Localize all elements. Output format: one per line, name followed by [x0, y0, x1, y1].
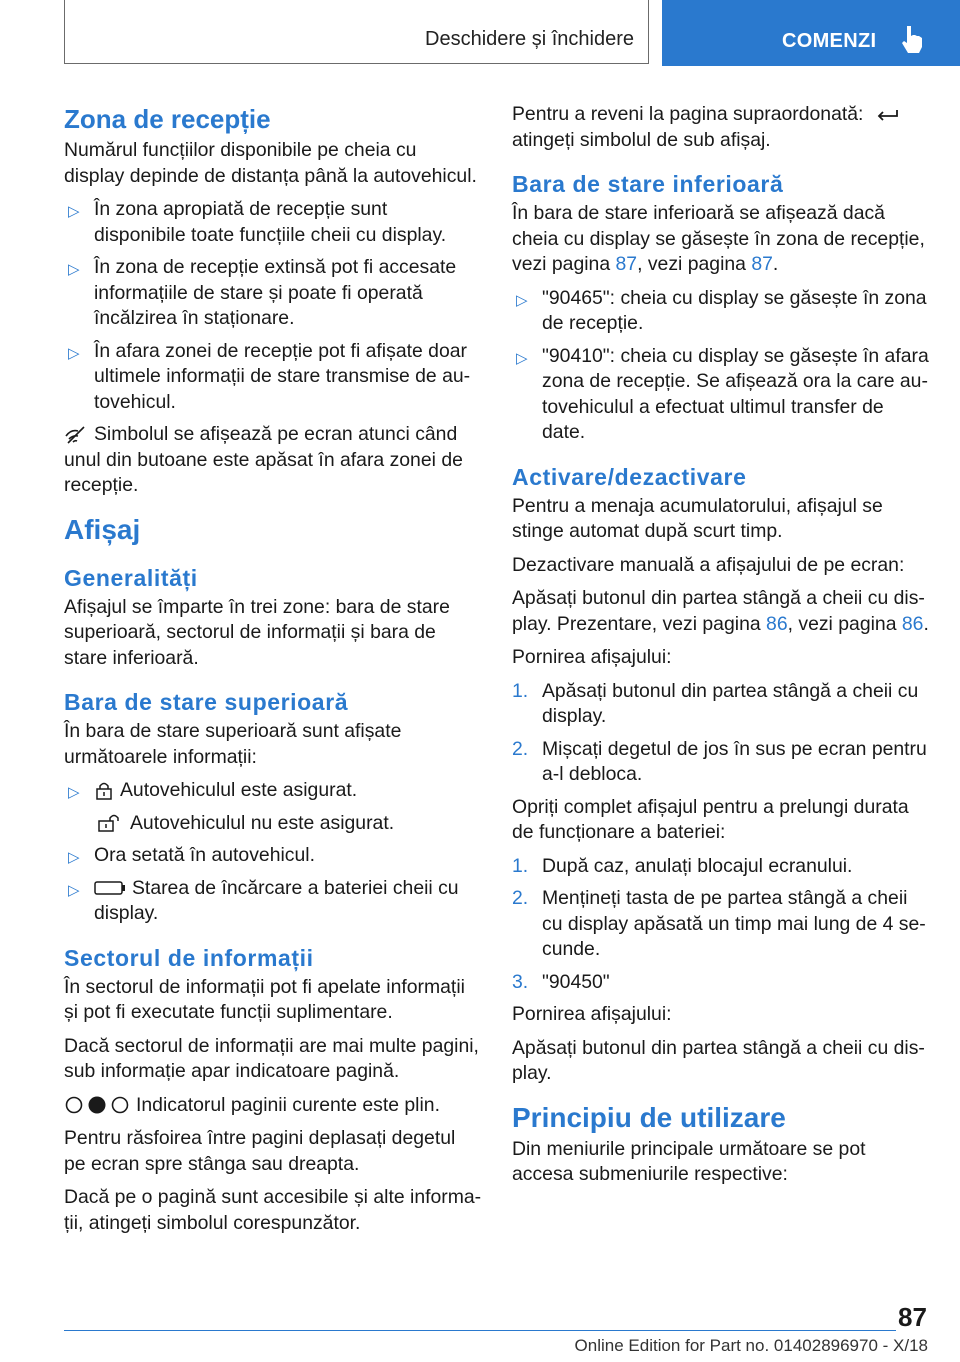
paragraph: Dacă sectorul de informații are mai multe pagini, sub informație apar indicatoare pagină. [64, 1034, 479, 1082]
list-item-text: În zona de recepție extinsă pot fi accesate informațiile de stare și poate fi operată încălzirea în staționare. [94, 256, 457, 329]
list-item [512, 286, 930, 337]
triangle-bullet-icon: ▷ [68, 784, 80, 801]
numbered-item [512, 737, 930, 788]
list-item [64, 197, 482, 248]
list-item-text: Starea de încărcare a bateriei cheii cu display. [94, 876, 459, 924]
heading-bara-superioara: Bara de stare superioară [64, 689, 349, 715]
paragraph: Dacă pe o pagină sunt accesibile și alte informații, atingeți simbolul corespunzător. [64, 1186, 482, 1234]
paragraph: Dezactivare manuală a afișajului de pe ecran: [512, 553, 905, 576]
step-text: Mișcați degetul de jos în sus pe ecran pentru a-l debloca. [542, 737, 927, 785]
step-text: Apăsați butonul din partea stângă a cheii cu display. [542, 679, 919, 727]
numbered-item [512, 679, 930, 730]
triangle-bullet-icon: ▷ [68, 203, 80, 220]
list-item [64, 843, 482, 869]
triangle-bullet-icon: ▷ [68, 261, 80, 278]
paragraph [512, 586, 930, 637]
step-number: 1. [512, 679, 529, 702]
list-item-text: "90465": cheia cu display se găsește în zona de recepție. [542, 286, 927, 334]
numbered-item [512, 854, 930, 880]
step-number: 2. [512, 737, 529, 760]
paragraph-text: . [923, 612, 929, 635]
edition-text: Online Edition for Part no. 01402896970 - X/18 [574, 1336, 928, 1355]
list-item-text: Ora setată în autovehicul. [94, 844, 315, 866]
step-number: 2. [512, 887, 529, 909]
list-item [64, 339, 482, 416]
right-column [512, 102, 930, 1196]
chapter-tab-label: COMENZI [782, 30, 877, 52]
section-title: Deschidere și închidere [425, 28, 634, 50]
step-text: După caz, anulați blocajul ecranului. [542, 854, 853, 877]
page-header [0, 0, 960, 66]
list-item-text: Autovehiculul nu este asigurat. [130, 811, 395, 834]
paragraph: Afișajul se împarte în trei zone: bara de stare superioară, sectorul de informații și bara de stare inferioară. [64, 595, 450, 669]
hand-pointer-icon [898, 24, 924, 54]
paragraph-text: , vezi pagina [787, 612, 902, 635]
triangle-bullet-icon: ▷ [516, 349, 528, 367]
step-text: "90450" [542, 970, 610, 993]
page-indicator-dots-icon [64, 1095, 130, 1115]
paragraph [64, 422, 482, 499]
paragraph: În bara de stare superioară sunt afișate următoarele informații: [64, 720, 402, 768]
no-signal-icon [64, 426, 88, 444]
paragraph-text: . [772, 253, 779, 275]
page-link[interactable]: 86 [901, 612, 924, 635]
triangle-bullet-icon: ▷ [68, 849, 80, 866]
paragraph-text: atingeți simbolul de sub afișaj. [512, 128, 771, 151]
paragraph: Pentru răsfoirea între pagini deplasați degetul pe ecran spre stânga sau dreapta. [64, 1127, 456, 1175]
page-link[interactable]: 86 [766, 612, 788, 635]
lock-closed-icon [94, 781, 114, 801]
paragraph-text: Apăsați butonul din partea stângă a cheii cu display. Prezentare, vezi pagina [512, 587, 925, 635]
list-item [64, 811, 482, 837]
triangle-bullet-icon: ▷ [516, 291, 528, 309]
step-text: Mențineți tasta de pe partea stângă a cheii cu display apăsată un timp mai lung de 4 secunde. [542, 887, 926, 960]
triangle-bullet-icon: ▷ [68, 344, 80, 362]
step-number: 3. [512, 970, 529, 993]
page-link[interactable]: 87 [615, 253, 638, 275]
return-arrow-icon [875, 106, 901, 124]
section-box [64, 0, 649, 64]
paragraph: Opriți complet afișajul pentru a prelungi durata de funcționare a bateriei: [512, 795, 909, 843]
paragraph: Din meniurile principale următoare se pot accesa submeniurile respective: [512, 1137, 866, 1185]
paragraph-text: Pentru a reveni la pagina supraordonată: [512, 103, 864, 125]
footer-divider [64, 1330, 896, 1331]
paragraph: Pornirea afișajului: [512, 1003, 672, 1025]
paragraph: Numărul funcțiilor disponibile pe cheia cu display depinde de distanța până la autovehicul. [64, 139, 477, 187]
paragraph: Pentru a menaja acumulatorului, afișajul se stinge automat după scurt timp. [512, 494, 883, 542]
paragraph-text: Indicatorul paginii curente este plin. [136, 1093, 440, 1116]
paragraph-text: Simbolul se afișează pe ecran atunci când unul din butoane este apăsat în afara zonei de recepție. [64, 423, 463, 496]
chapter-tab [662, 0, 960, 66]
paragraph: Apăsați butonul din partea stângă a cheii cu display. [512, 1036, 925, 1084]
list-item-text: Autovehiculul este asigurat. [120, 779, 358, 801]
list-item-text: În zona apropiată de recepție sunt disponibile toate funcțiile cheii cu display. [94, 198, 447, 246]
heading-activare: Activare/dezactivare [512, 463, 747, 490]
step-number: 1. [512, 854, 529, 877]
paragraph: Pornirea afișajului: [512, 646, 672, 668]
heading-afisaj: Afișaj [64, 513, 141, 545]
heading-principiu: Principiu de utilizare [512, 1101, 786, 1133]
paragraph [64, 1093, 482, 1119]
paragraph-text: În bara de stare inferioară se afișează dacă cheia cu display se găsește în zona de recepție, vezi pagina [512, 202, 925, 275]
page-link[interactable]: 87 [751, 253, 773, 275]
battery-icon [94, 880, 126, 896]
heading-bara-inferioara: Bara de stare inferioară [512, 171, 784, 197]
heading-sector-informatii: Sectorul de informații [64, 944, 314, 971]
list-item-text: "90410": cheia cu display se găsește în afara zona de recepție. Se afișează ora la care autovehiculul a efectuat ultimul transfer de date. [542, 344, 929, 443]
lock-open-icon [96, 813, 124, 833]
list-item-text: În afara zonei de recepție pot fi afișate doar ultimele informații de stare transmise de autovehicul. [94, 339, 471, 413]
list-item [64, 876, 482, 927]
triangle-bullet-icon: ▷ [68, 881, 80, 899]
paragraph: În sectorul de informații pot fi apelate informații și pot fi executate funcții suplimentare. [64, 975, 465, 1023]
list-item [64, 255, 482, 332]
heading-zona-receptie: Zona de recepție [64, 104, 271, 134]
paragraph [512, 102, 930, 153]
heading-generalitati: Generalități [64, 564, 198, 591]
numbered-item [512, 886, 930, 963]
left-column [64, 102, 482, 1244]
numbered-item [512, 970, 930, 996]
page-number: 87 [898, 1302, 927, 1332]
list-item [512, 344, 930, 446]
paragraph [512, 201, 930, 278]
list-item [64, 778, 482, 804]
paragraph-text: , vezi pagina [637, 253, 752, 275]
